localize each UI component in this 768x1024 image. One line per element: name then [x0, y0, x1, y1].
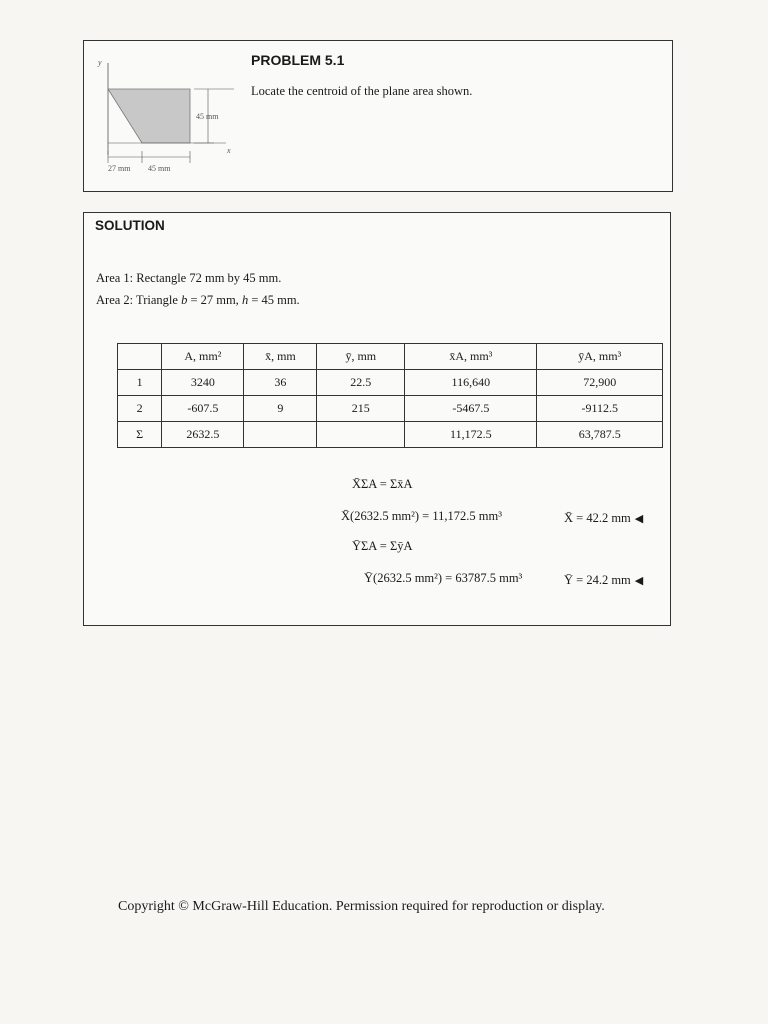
- result-y: Ȳ = 24.2 mm ◀: [564, 573, 644, 587]
- table-cell: 3240: [162, 370, 244, 396]
- problem-box: [83, 40, 673, 192]
- shaded-area: [108, 89, 190, 143]
- problem-title: PROBLEM 5.1: [251, 52, 345, 68]
- result-marker-icon: ◀: [634, 575, 644, 587]
- table-header: ȳ, mm: [317, 344, 405, 370]
- table-cell: 2: [118, 396, 162, 422]
- table-cell: 22.5: [317, 370, 405, 396]
- table-header-row: [118, 344, 663, 370]
- solution-box: [83, 212, 671, 626]
- solution-title: SOLUTION: [95, 218, 165, 233]
- table-cell: 215: [317, 396, 405, 422]
- copyright-notice: Copyright © McGraw-Hill Education. Permission required for reproduction or display.: [118, 899, 605, 914]
- dimension-27-label: 27 mm: [108, 164, 131, 173]
- area2-description: Area 2: Triangle b = 27 mm, h = 45 mm.: [96, 293, 300, 307]
- table-header: ȳA, mm³: [537, 344, 663, 370]
- table-cell: -607.5: [162, 396, 244, 422]
- centroid-table: [117, 343, 663, 448]
- table-cell: 72,900: [537, 370, 663, 396]
- height-dimension-label: 45 mm: [196, 112, 219, 121]
- table-cell: -9112.5: [537, 396, 663, 422]
- y-axis-label: y: [98, 58, 102, 67]
- equation-x-solve: X̄(2632.5 mm²) = 11,172.5 mm³: [341, 509, 502, 523]
- table-header: A, mm²: [162, 344, 244, 370]
- table-header: [118, 344, 162, 370]
- table-cell: 9: [244, 396, 317, 422]
- dimension-45-label: 45 mm: [148, 164, 171, 173]
- table-cell: [244, 422, 317, 448]
- table-cell: Σ: [118, 422, 162, 448]
- result-x: X̄ = 42.2 mm ◀: [564, 511, 644, 525]
- table-cell: 63,787.5: [537, 422, 663, 448]
- table-cell: 36: [244, 370, 317, 396]
- equation-x-sum: X̄ΣA = Σx̄A: [352, 477, 413, 491]
- plane-area-figure: [94, 49, 244, 184]
- equation-y-solve: Ȳ(2632.5 mm²) = 63787.5 mm³: [364, 571, 523, 585]
- area1-description: Area 1: Rectangle 72 mm by 45 mm.: [96, 271, 282, 285]
- table-header: x̄A, mm³: [405, 344, 537, 370]
- table-row: [118, 396, 663, 422]
- table-cell: 116,640: [405, 370, 537, 396]
- table-row: [118, 370, 663, 396]
- table-row: [118, 422, 663, 448]
- problem-statement: Locate the centroid of the plane area shown.: [251, 84, 473, 98]
- result-marker-icon: ◀: [634, 513, 644, 525]
- table-header: x̄, mm: [244, 344, 317, 370]
- table-cell: 2632.5: [162, 422, 244, 448]
- table-cell: 1: [118, 370, 162, 396]
- table-cell: [317, 422, 405, 448]
- table-cell: -5467.5: [405, 396, 537, 422]
- equation-y-sum: ȲΣA = ΣȳA: [352, 539, 413, 553]
- x-axis-label: x: [227, 146, 231, 155]
- table-cell: 11,172.5: [405, 422, 537, 448]
